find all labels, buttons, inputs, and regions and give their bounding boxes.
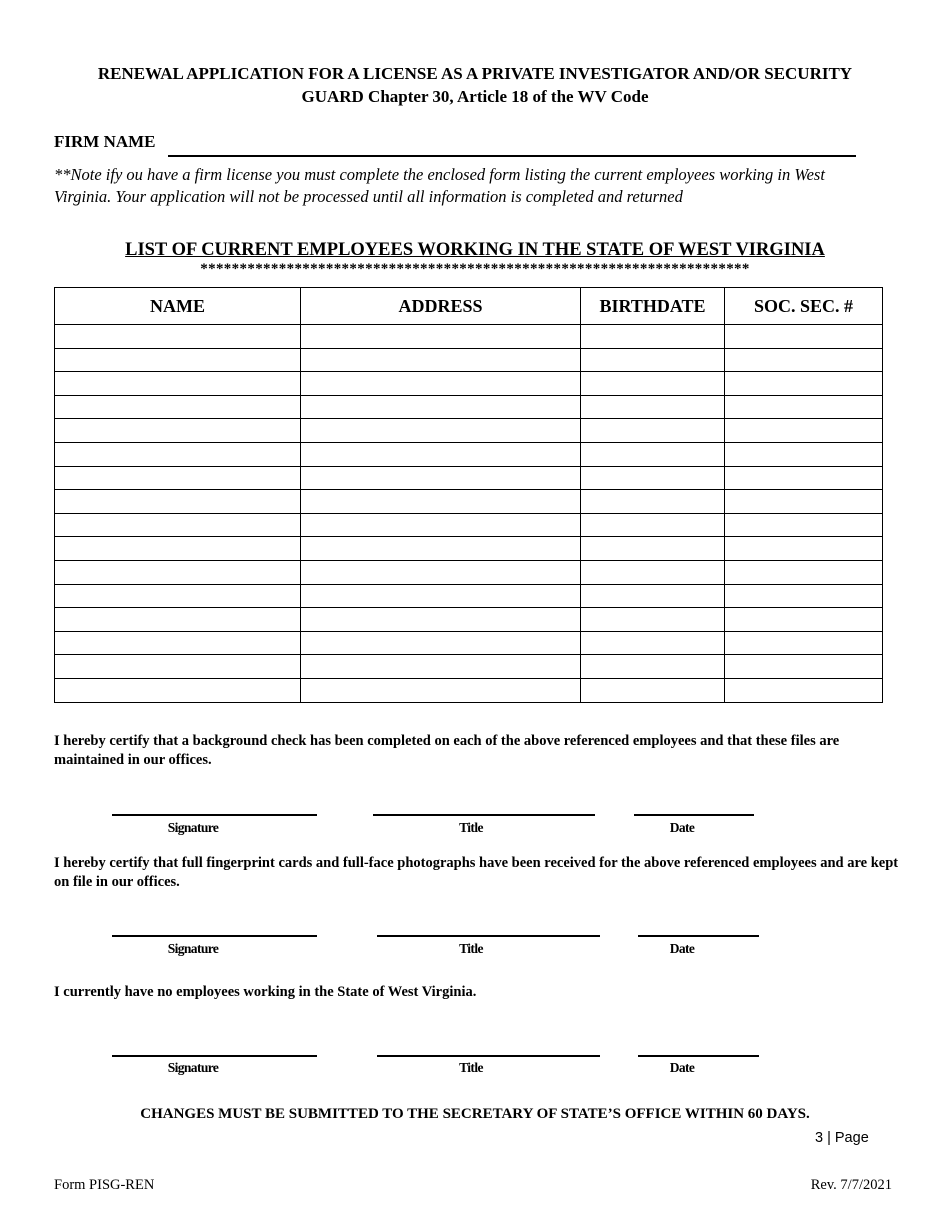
cell-ssn[interactable]: [725, 537, 883, 561]
cell-birthdate[interactable]: [581, 655, 725, 679]
cell-name[interactable]: [55, 325, 301, 349]
cell-ssn[interactable]: [725, 372, 883, 396]
title-line-1[interactable]: [373, 814, 595, 816]
column-header-ssn: SOC. SEC. #: [725, 288, 883, 325]
cell-address[interactable]: [301, 678, 581, 702]
signature-line-3[interactable]: [112, 1055, 317, 1057]
cell-name[interactable]: [55, 678, 301, 702]
cell-birthdate[interactable]: [581, 678, 725, 702]
date-label: Date: [669, 941, 695, 956]
table-row: [55, 442, 883, 466]
cell-ssn[interactable]: [725, 655, 883, 679]
column-header-address: ADDRESS: [301, 288, 581, 325]
cell-address[interactable]: [301, 608, 581, 632]
cell-address[interactable]: [301, 584, 581, 608]
table-row: [55, 466, 883, 490]
title-label: Title: [459, 941, 483, 956]
cell-birthdate[interactable]: [581, 608, 725, 632]
signature-line-2[interactable]: [112, 935, 317, 937]
table-row: [55, 372, 883, 396]
table-row: [55, 513, 883, 537]
cell-ssn[interactable]: [725, 584, 883, 608]
date-line-2[interactable]: [638, 935, 759, 937]
cell-address[interactable]: [301, 631, 581, 655]
cell-name[interactable]: [55, 608, 301, 632]
title-line-3[interactable]: [377, 1055, 600, 1057]
cell-birthdate[interactable]: [581, 325, 725, 349]
table-row: [55, 537, 883, 561]
signature-label: Signature: [167, 1060, 219, 1075]
cell-birthdate[interactable]: [581, 395, 725, 419]
signature-label: Signature: [167, 941, 219, 956]
cell-address[interactable]: [301, 560, 581, 584]
cell-name[interactable]: [55, 348, 301, 372]
date-line-3[interactable]: [638, 1055, 759, 1057]
cell-birthdate[interactable]: [581, 584, 725, 608]
cell-birthdate[interactable]: [581, 560, 725, 584]
cell-name[interactable]: [55, 395, 301, 419]
cell-ssn[interactable]: [725, 678, 883, 702]
cell-address[interactable]: [301, 537, 581, 561]
cell-ssn[interactable]: [725, 442, 883, 466]
cell-ssn[interactable]: [725, 490, 883, 514]
cell-name[interactable]: [55, 631, 301, 655]
column-header-name: NAME: [55, 288, 301, 325]
cell-name[interactable]: [55, 372, 301, 396]
date-label: Date: [669, 820, 695, 835]
star-divider: **********************************************************************: [200, 261, 750, 277]
table-row: [55, 584, 883, 608]
cell-birthdate[interactable]: [581, 442, 725, 466]
cell-name[interactable]: [55, 584, 301, 608]
certification-no-employees: I currently have no employees working in the State of West Virginia.: [54, 984, 477, 1000]
cell-birthdate[interactable]: [581, 348, 725, 372]
cell-ssn[interactable]: [725, 631, 883, 655]
firm-license-note: **Note ify ou have a firm license you must complete the enclosed form listing the current employees working in West Virginia. Your application will not be processed until all information is completed and returned: [54, 165, 825, 206]
employee-list-heading: LIST OF CURRENT EMPLOYEES WORKING IN THE STATE OF WEST VIRGINIA: [125, 240, 825, 260]
form-title: [40, 62, 910, 108]
form-title-line1: RENEWAL APPLICATION FOR A LICENSE AS A PRIVATE INVESTIGATOR AND/OR SECURITY: [97, 64, 853, 83]
table-row: [55, 490, 883, 514]
cell-address[interactable]: [301, 372, 581, 396]
column-header-birthdate: BIRTHDATE: [581, 288, 725, 325]
changes-notice: CHANGES MUST BE SUBMITTED TO THE SECRETARY OF STATE’S OFFICE WITHIN 60 DAYS.: [140, 1106, 810, 1122]
table-row: [55, 325, 883, 349]
table-row: [55, 560, 883, 584]
firm-name-label: FIRM NAME: [54, 132, 156, 151]
signature-line-1[interactable]: [112, 814, 317, 816]
cell-ssn[interactable]: [725, 395, 883, 419]
page-number: 3 | Page: [815, 1130, 869, 1146]
cell-address[interactable]: [301, 490, 581, 514]
employee-table: [54, 287, 883, 703]
cell-address[interactable]: [301, 466, 581, 490]
date-line-1[interactable]: [634, 814, 754, 816]
cell-address[interactable]: [301, 419, 581, 443]
table-row: [55, 655, 883, 679]
table-row: [55, 348, 883, 372]
cell-birthdate[interactable]: [581, 537, 725, 561]
certification-background-check: I hereby certify that a background check has been completed on each of the above referenced employees and that these files are maintained in our offices.: [54, 733, 840, 768]
cell-birthdate[interactable]: [581, 490, 725, 514]
title-label: Title: [459, 1060, 483, 1075]
cell-ssn[interactable]: [725, 513, 883, 537]
cell-ssn[interactable]: [725, 348, 883, 372]
table-row: [55, 608, 883, 632]
cell-name[interactable]: [55, 513, 301, 537]
title-line-2[interactable]: [377, 935, 600, 937]
cell-ssn[interactable]: [725, 608, 883, 632]
form-title-line2: GUARD Chapter 30, Article 18 of the WV Code: [301, 87, 649, 106]
employee-table-header: [55, 288, 883, 325]
cell-name[interactable]: [55, 560, 301, 584]
cell-ssn[interactable]: [725, 419, 883, 443]
cell-name[interactable]: [55, 442, 301, 466]
cell-name[interactable]: [55, 490, 301, 514]
cell-birthdate[interactable]: [581, 631, 725, 655]
cell-address[interactable]: [301, 655, 581, 679]
table-row: [55, 395, 883, 419]
title-label: Title: [459, 820, 483, 835]
table-row: [55, 631, 883, 655]
cell-birthdate[interactable]: [581, 419, 725, 443]
cell-ssn[interactable]: [725, 466, 883, 490]
table-row: [55, 678, 883, 702]
cell-name[interactable]: [55, 537, 301, 561]
cell-address[interactable]: [301, 395, 581, 419]
firm-name-field[interactable]: [168, 155, 856, 157]
certification-fingerprints: I hereby certify that full fingerprint cards and full-face photographs have been received for the above referenced employees and are kept on file in our offices.: [54, 855, 899, 890]
cell-name[interactable]: [55, 419, 301, 443]
cell-ssn[interactable]: [725, 560, 883, 584]
cell-name[interactable]: [55, 655, 301, 679]
table-row: [55, 419, 883, 443]
cell-birthdate[interactable]: [581, 372, 725, 396]
cell-birthdate[interactable]: [581, 466, 725, 490]
cell-address[interactable]: [301, 348, 581, 372]
cell-birthdate[interactable]: [581, 513, 725, 537]
signature-label: Signature: [167, 820, 219, 835]
cell-name[interactable]: [55, 466, 301, 490]
form-id: Form PISG-REN: [54, 1177, 155, 1193]
date-label: Date: [669, 1060, 695, 1075]
revision-date: Rev. 7/7/2021: [810, 1177, 892, 1193]
cell-address[interactable]: [301, 325, 581, 349]
cell-address[interactable]: [301, 513, 581, 537]
cell-address[interactable]: [301, 442, 581, 466]
cell-ssn[interactable]: [725, 325, 883, 349]
